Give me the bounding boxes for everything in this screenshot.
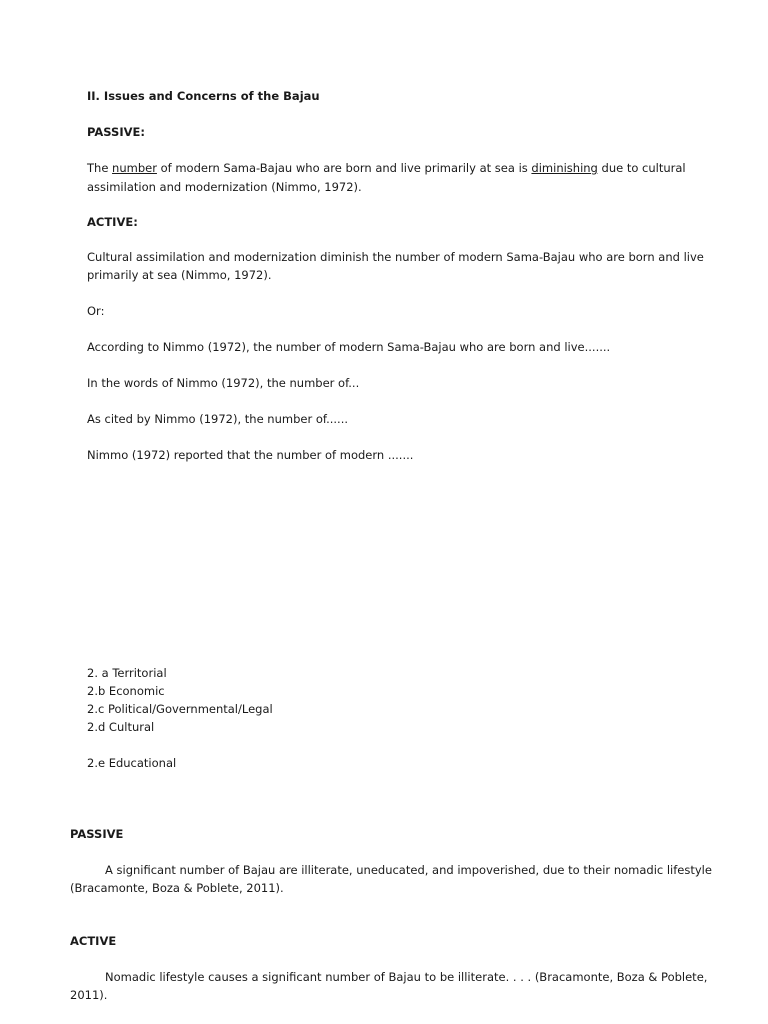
second-passive-label: PASSIVE [70, 827, 124, 841]
or-label: Or: [87, 304, 105, 318]
alternative-sentence-1: According to Nimmo (1972), the number of modern Sama-Bajau who are born and live....... [87, 340, 611, 354]
list-item: 2. a Territorial [87, 666, 167, 680]
text-segment: due to cultural [597, 161, 686, 175]
active-sentence-line-2: primarily at sea (Nimmo, 1972). [87, 268, 272, 282]
active-label: ACTIVE: [87, 215, 138, 229]
alternative-sentence-2: In the words of Nimmo (1972), the number of... [87, 376, 360, 390]
text-segment: The [87, 161, 113, 175]
underlined-word-diminishing: diminishing [531, 161, 598, 175]
second-passive-line-2: (Bracamonte, Boza & Poblete, 2011). [70, 881, 284, 895]
second-active-line-2: 2011). [70, 988, 108, 1002]
active-sentence-line-1: Cultural assimilation and modernization diminish the number of modern Sama-Bajau who are born and live [87, 250, 704, 264]
list-item: 2.d Cultural [87, 720, 155, 734]
alternative-sentence-4: Nimmo (1972) reported that the number of modern ....... [87, 448, 414, 462]
list-item: 2.e Educational [87, 756, 177, 770]
list-item: 2.b Economic [87, 684, 165, 698]
passive-sentence-line-2: assimilation and modernization (Nimmo, 1972). [87, 180, 362, 194]
list-item: 2.c Political/Governmental/Legal [87, 702, 273, 716]
passive-label: PASSIVE: [87, 125, 145, 139]
second-active-label: ACTIVE [70, 934, 117, 948]
underlined-word-number: number [112, 161, 157, 175]
text-segment: of modern Sama-Bajau who are born and live primarily at sea is [156, 161, 532, 175]
second-active-line-1: Nomadic lifestyle causes a significant number of Bajau to be illiterate. . . . (Bracamonte, Boza & Poblete, [105, 970, 708, 984]
alternative-sentence-3: As cited by Nimmo (1972), the number of...... [87, 412, 349, 426]
passive-sentence-line-1 [87, 161, 686, 175]
second-passive-line-1: A significant number of Bajau are illiterate, uneducated, and impoverished, due to their nomadic lifestyle [105, 863, 712, 877]
section-heading: II. Issues and Concerns of the Bajau [87, 89, 320, 103]
